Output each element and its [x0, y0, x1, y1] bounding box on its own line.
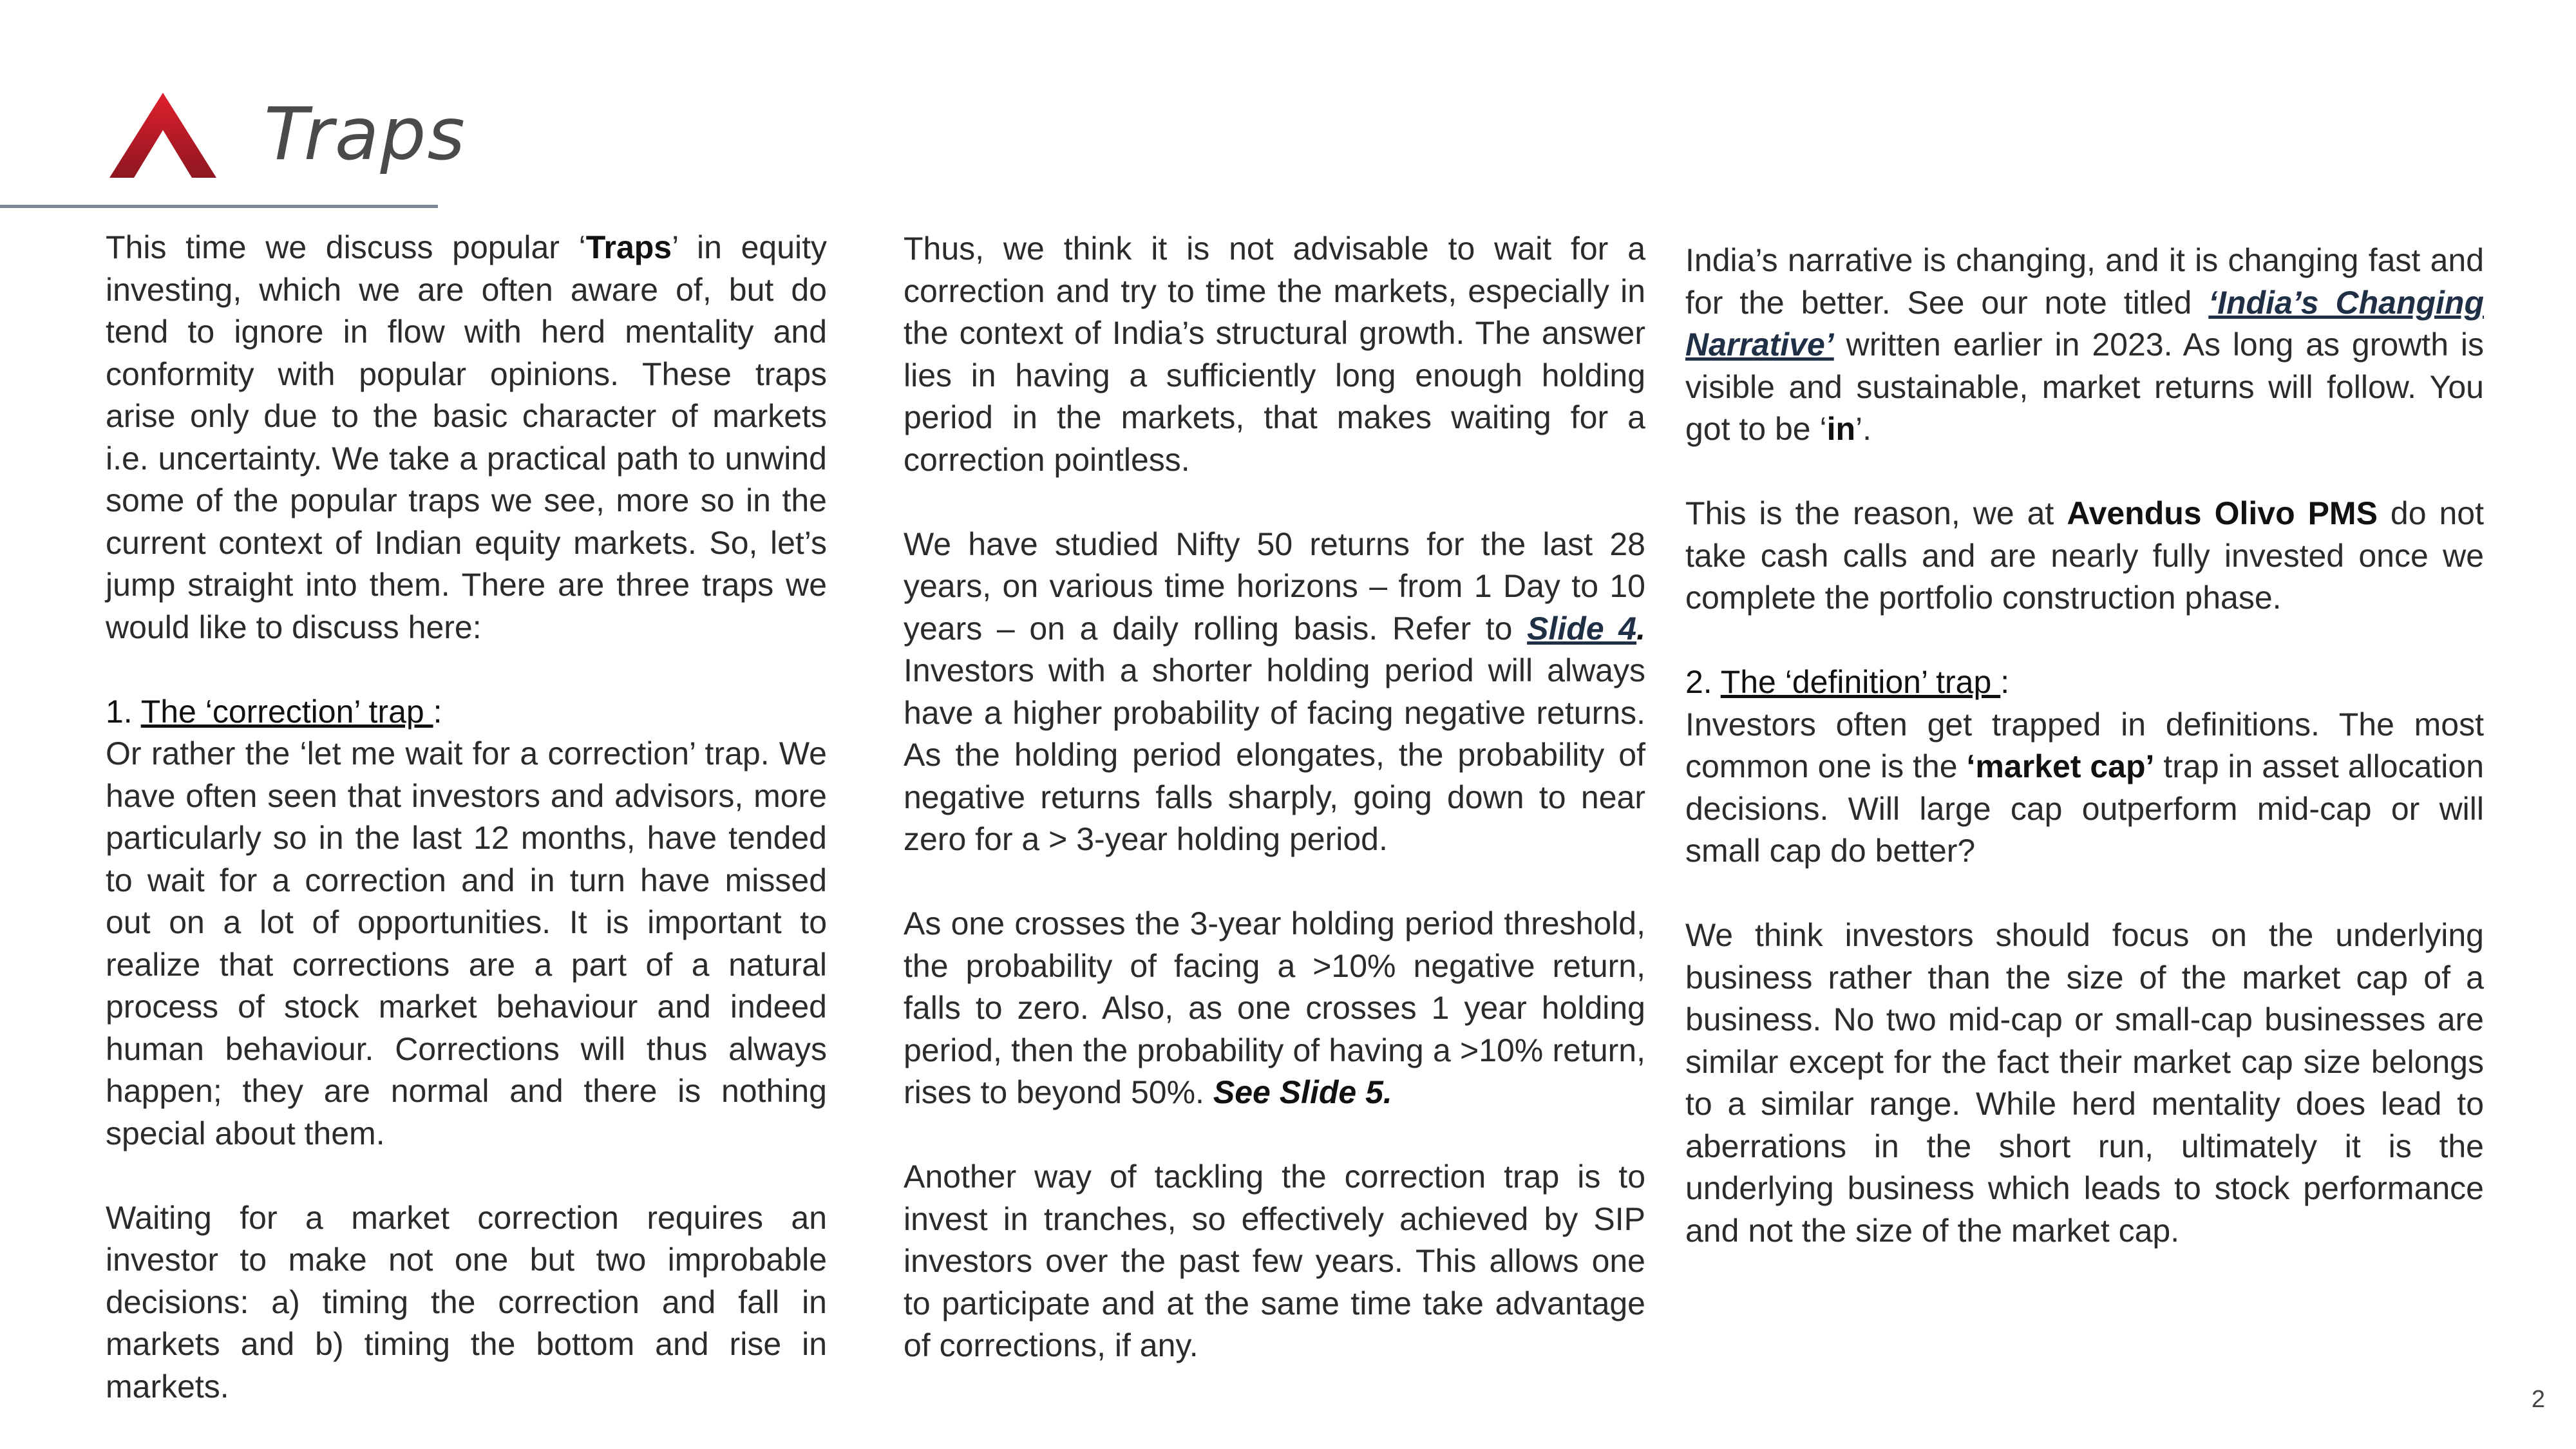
advisable-paragraph: Thus, we think it is not advisable to wait for a correction and try to time the markets, especially in the context of India’s structural growth. The answer lies in having a sufficiently long enough holding period in the markets, that makes waiting for a correction pointless.: [904, 231, 1645, 478]
correction-trap-heading-label: The ‘correction’ trap: [140, 693, 433, 730]
correction-trap-paragraph: Or rather the ‘let me wait for a correction’ trap. We have often seen that investors and advisors, more particularly so in the last 12 months, have tended to wait for a correction and in turn have missed out on a lot of opportunities. It is important to realize that corrections are a part of a natural process of stock market behaviour and indeed human behaviour. Corrections will thus always happen; they are normal and there is nothing special about them.: [106, 735, 827, 1151]
nifty-study-paragraph: We have studied Nifty 50 returns for the last 28 years, on various time horizons – from 1 Day to 10 years – on a daily rolling basis. Refer to Slide 4. Investors with a shorter holding period will always have a higher probability of facing negative returns. As the holding period elongates, the probability of negative returns falls sharply, going down to near zero for a > 3-year holding period.: [904, 526, 1645, 857]
section-heading-correction-trap: 1. The ‘correction’ trap :: [106, 693, 442, 730]
avendus-olivo-pms-brand: Avendus Olivo PMS: [2067, 495, 2378, 531]
waiting-paragraph: Waiting for a market correction requires an investor to make not one but two improbable decisions: a) timing the correction and fall in markets and b) timing the bottom and rise in markets.: [106, 1199, 827, 1405]
page-number: 2: [2531, 1386, 2545, 1413]
avendus-paragraph: This is the reason, we at Avendus Olivo PMS do not take cash calls and are nearly fully invested once we complete the portfolio construction phase.: [1685, 495, 2485, 616]
traps-term: Traps: [585, 229, 672, 265]
narrative-paragraph: India’s narrative is changing, and it is changing fast and for the better. See our note titled ‘India’s Changing Narrative’ written earlier in 2023. As long as growth is visible and sustainable, market returns will follow. You got to be ‘in’.: [1685, 242, 2485, 447]
definition-trap-paragraph: Investors often get trapped in definitions. The most common one is the ‘market cap’ trap in asset allocation decisions. Will large cap outperform mid-cap or will small cap do better?: [1685, 706, 2485, 869]
market-cap-term: ‘market cap’: [1966, 748, 2155, 784]
intro-paragraph: This time we discuss popular ‘Traps’ in equity investing, which we are often aware of, but do tend to ignore in flow with herd mentality and conformity with popular opinions. These traps arise only due to the basic character of markets i.e. uncertainty. We take a practical path to unwind some of the popular traps we see, more so in the current context of Indian equity markets. So, let’s jump straight into them. There are three traps we would like to discuss here:: [106, 229, 827, 645]
column-2: [904, 228, 1645, 1367]
indias-changing-narrative-link[interactable]: ‘India’s Changing Narrative’: [1685, 284, 2485, 363]
page-title: Traps: [264, 93, 466, 176]
company-logo-icon: [109, 93, 216, 178]
see-slide-5-reference: See Slide 5.: [1213, 1074, 1392, 1110]
slide-4-link[interactable]: Slide 4: [1527, 610, 1637, 647]
column-1: [106, 227, 827, 1408]
definition-trap-heading-label: The ‘definition’ trap: [1720, 664, 2001, 700]
underlying-business-paragraph: We think investors should focus on the underlying business rather than the size of the market cap of a business. No two mid-cap or small-cap businesses are similar except for the fact their market cap size belongs to a similar range. While herd mentality does lead to aberrations in the short run, ultimately it is the underlying business which leads to stock performance and not the size of the market cap.: [1685, 917, 2484, 1249]
tranches-paragraph: Another way of tackling the correction trap is to invest in tranches, so effectively achieved by SIP investors over the past few years. This allows one to participate and at the same time take advantage of corrections, if any.: [904, 1159, 1645, 1363]
threshold-paragraph: As one crosses the 3-year holding period threshold, the probability of facing a >10% negative return, falls to zero. Also, as one crosses 1 year holding period, then the probability of having a >10% return, rises to beyond 50%. See Slide 5.: [904, 905, 1645, 1110]
column-3: [1685, 240, 2484, 1252]
title-divider: [0, 205, 438, 208]
section-heading-definition-trap: 2. The ‘definition’ trap :: [1685, 664, 2010, 700]
